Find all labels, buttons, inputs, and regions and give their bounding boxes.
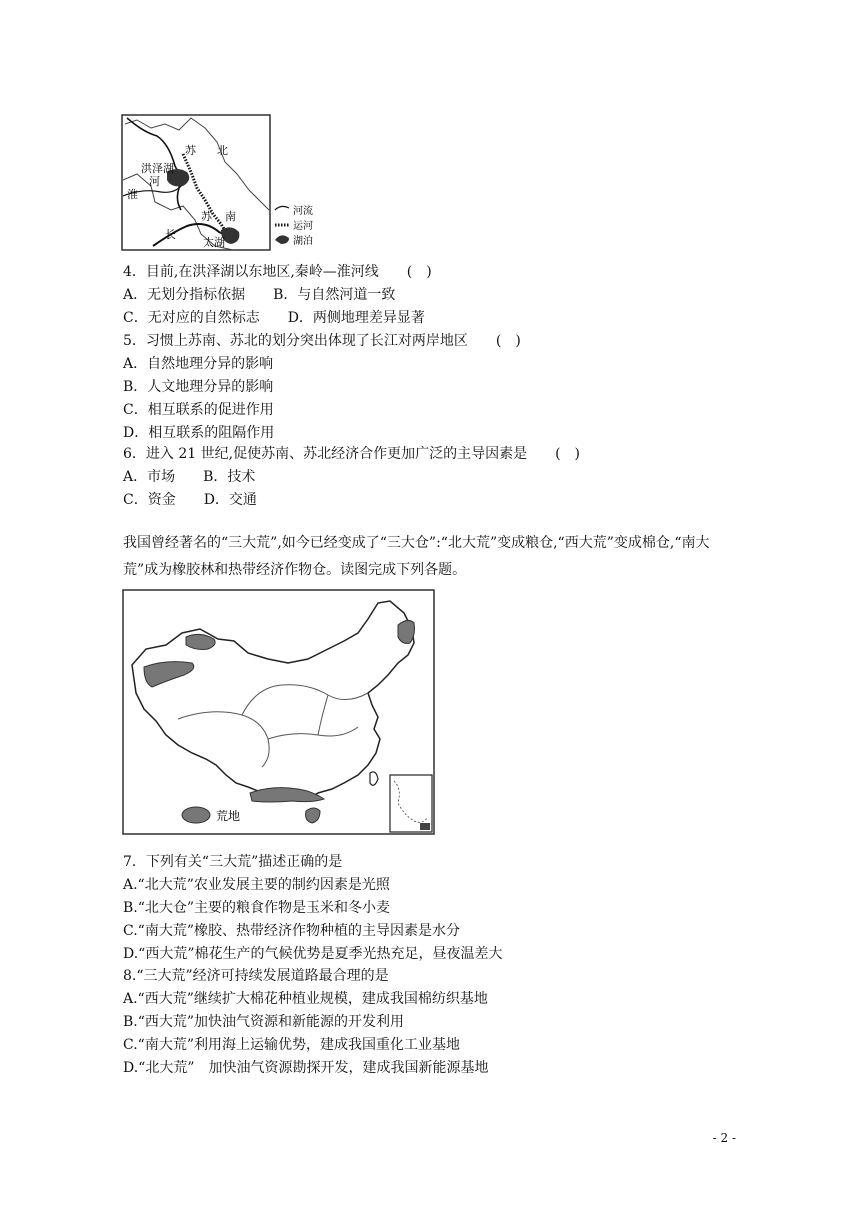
- jiangsu-map-svg: [121, 114, 337, 252]
- question-7-option-a: A.“北大荒”农业发展主要的制约因素是光照: [123, 877, 390, 893]
- question-5-option-d: D．相互联系的阻隔作用: [123, 425, 275, 441]
- question-8-option-c: C.“南大荒”利用海上运输优势，建成我国重化工业基地: [123, 1037, 460, 1053]
- question-4-options-ab: A．无划分指标依据 B．与自然河道一致: [123, 287, 396, 303]
- label-su-north: 苏: [185, 144, 196, 157]
- legend-wasteland-label: 荒地: [216, 809, 241, 823]
- page-number: - 2 -: [712, 1131, 736, 1145]
- legend-lake-label: 湖泊: [293, 236, 313, 247]
- legend-wasteland-icon: [182, 807, 210, 823]
- question-4-stem: 4．目前,在洪泽湖以东地区,秦岭—淮河线 ( ): [123, 264, 432, 280]
- china-wasteland-map: [122, 589, 437, 836]
- question-7-option-c: C.“南大荒”橡胶、热带经济作物种植的主导因素是水分: [123, 923, 460, 939]
- label-he: 河: [149, 175, 160, 188]
- label-huai: 淮: [127, 188, 138, 201]
- question-5-option-a: A．自然地理分异的影响: [123, 356, 274, 372]
- question-8-option-d: D.“北大荒” 加快油气资源勘探开发，建成我国新能源基地: [123, 1060, 489, 1076]
- question-6-options-cd: C．资金 D．交通: [123, 492, 257, 508]
- question-4-options-cd: C．无对应的自然标志 D．两侧地理差异显著: [123, 310, 425, 326]
- label-chang: 长: [165, 228, 176, 241]
- question-7-stem: 7．下列有关“三大荒”描述正确的是: [123, 854, 343, 870]
- label-su-south: 苏: [201, 210, 212, 223]
- china-map-svg: [122, 589, 437, 836]
- label-taihu: 太湖: [203, 236, 225, 249]
- legend-river-icon: [275, 206, 289, 210]
- question-6-options-ab: A．市场 B．技术: [123, 469, 256, 485]
- question-8-option-b: B.“西大荒”加快油气资源和新能源的开发利用: [123, 1014, 405, 1030]
- question-8-option-a: A.“西大荒”继续扩大棉花种植业规模，建成我国棉纺织基地: [123, 991, 488, 1007]
- question-5-option-c: C．相互联系的促进作用: [123, 402, 274, 418]
- legend-river-label: 河流: [293, 206, 313, 217]
- inset-scale-box: [420, 823, 430, 830]
- question-5-option-b: B．人文地理分异的影响: [123, 379, 274, 395]
- intro-paragraph: 我国曾经著名的“三大荒”,如今已经变成了“三大仓”:“北大荒”变成粮仓,“西大荒”变成棉仓,“南大荒”成为橡胶林和热带经济作物仓。读图完成下列各题。: [123, 535, 710, 578]
- question-7-option-d: D.“西大荒”棉花生产的气候优势是夏季光热充足，昼夜温差大: [123, 946, 503, 962]
- legend-canal-label: 运河: [293, 221, 313, 232]
- label-hongzehu: 洪泽湖: [141, 162, 174, 175]
- legend-lake-icon: [275, 235, 289, 244]
- label-bei: 北: [217, 144, 228, 157]
- label-nan: 南: [225, 210, 236, 223]
- question-7-option-b: B.“北大仓”主要的粮食作物是玉米和冬小麦: [123, 900, 391, 916]
- question-6-stem: 6．进入 21 世纪,促使苏南、苏北经济合作更加广泛的主导因素是 ( ): [123, 446, 580, 462]
- jiangsu-map: [121, 114, 337, 252]
- wasteland-northeast: [398, 620, 415, 643]
- question-5-stem: 5．习惯上苏南、苏北的划分突出体现了长江对两岸地区 ( ): [123, 333, 521, 349]
- question-8-stem: 8.“三大荒”经济可持续发展道路最合理的是: [123, 968, 389, 984]
